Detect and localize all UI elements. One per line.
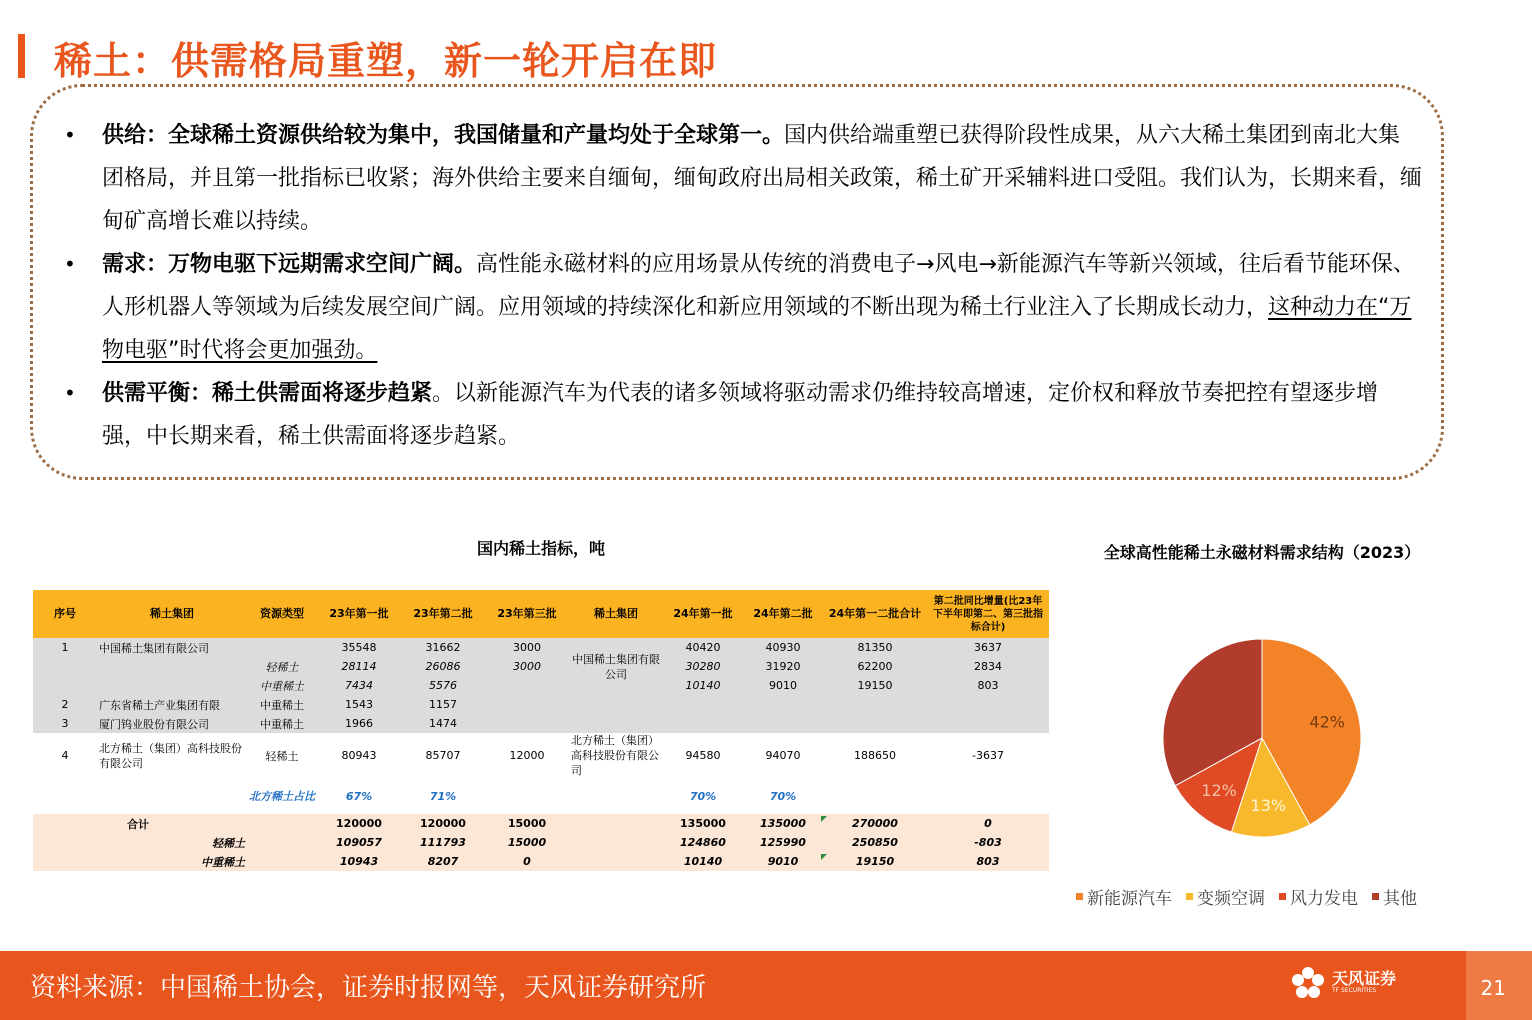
table-row [33, 714, 1049, 733]
cell-value: 31920 [743, 657, 823, 676]
cell-value: 120000 [317, 814, 401, 833]
cell-value: 12000 [485, 733, 569, 778]
header-cell: 24年第一二批合计 [823, 590, 927, 638]
cell-value: 1157 [401, 695, 485, 714]
chart-title: 全球高性能稀土永磁材料需求结构（2023） [1103, 543, 1421, 562]
cell-no: 2 [33, 695, 97, 714]
bullet-supply-heading: 供给：全球稀土资源供给较为集中，我国储量和产量均处于全球第一。 [102, 123, 785, 148]
cell-value: 94580 [663, 733, 743, 778]
cell-empty [743, 714, 823, 733]
legend-label: 新能源汽车 [1087, 889, 1172, 909]
cell-empty [247, 833, 317, 852]
cell-value: 10140 [663, 676, 743, 695]
header-cell: 23年第二批 [401, 590, 485, 638]
cell-value: 3000 [485, 657, 569, 676]
header-cell: 稀土集团 [569, 590, 663, 638]
cell-empty [569, 695, 663, 714]
cell-value: 19150 [823, 676, 927, 695]
bullet-demand [62, 243, 1422, 372]
cell-value: 62200 [823, 657, 927, 676]
cell-type: 中重稀土 [247, 676, 317, 695]
header-cell: 23年第三批 [485, 590, 569, 638]
table-row [33, 676, 1049, 695]
cell-value: 30280 [663, 657, 743, 676]
pie-data-label: 13% [1250, 796, 1287, 816]
table-row [33, 733, 1049, 778]
cell-value: 80943 [317, 733, 401, 778]
cell-value: -3637 [927, 733, 1049, 778]
legend-item [1372, 884, 1417, 909]
logo-name: 天风证券 [1332, 969, 1397, 988]
legend-item [1279, 884, 1358, 909]
quota-table [33, 590, 1049, 871]
cell-value: 71% [401, 778, 485, 814]
bullet-dot: • [64, 381, 76, 405]
table-title: 国内稀土指标，吨 [476, 539, 605, 558]
header-cell: 序号 [33, 590, 97, 638]
table-row-share [33, 778, 1049, 814]
cell-empty [927, 695, 1049, 714]
cell-group: 中国稀土集团有限公司 [97, 638, 247, 657]
cell-value: 10943 [317, 852, 401, 871]
bullet-supply [62, 114, 1422, 243]
cell-value: 1966 [317, 714, 401, 733]
cell-value: 94070 [743, 733, 823, 778]
cell-value: 40930 [743, 638, 823, 657]
cell-value: 124860 [663, 833, 743, 852]
table-header-row [33, 590, 1049, 638]
cell-value: 19150 [823, 852, 927, 871]
bullet-demand-underlined: 这种动力在“万物电驱”时代将会更加强劲。 [102, 295, 1412, 363]
cell-value: 70% [663, 778, 743, 814]
legend-swatch [1076, 893, 1083, 900]
cell-empty [823, 714, 927, 733]
header-cell: 稀土集团 [97, 590, 247, 638]
bullet-demand-heading: 需求：万物电驱下远期需求空间广阔。 [102, 252, 477, 277]
cell-empty [485, 676, 569, 695]
cell-value: 85707 [401, 733, 485, 778]
cell-value: 111793 [401, 833, 485, 852]
cell-label: 合计 [97, 814, 247, 833]
cell-empty [569, 778, 663, 814]
cell-empty [33, 814, 97, 833]
cell-value: 270000 [823, 814, 927, 833]
cell-empty [663, 695, 743, 714]
cell-value: 0 [927, 814, 1049, 833]
cell-type: 轻稀土 [247, 657, 317, 676]
legend-swatch [1372, 893, 1379, 900]
cell-value: 67% [317, 778, 401, 814]
cell-type: 中重稀土 [247, 714, 317, 733]
table-row [33, 638, 1049, 657]
cell-label: 北方稀土占比 [97, 778, 317, 814]
cell-value: -803 [927, 833, 1049, 852]
source-note: 资料来源：中国稀土协会，证券时报网等，天风证券研究所 [30, 973, 707, 1003]
cell-type: 中重稀土 [247, 695, 317, 714]
legend-label: 变频空调 [1197, 889, 1265, 909]
bullet-dot: • [64, 123, 76, 147]
cell-value: 3000 [485, 638, 569, 657]
cell-empty [97, 676, 247, 695]
bullet-supply-text: 国内供给端重塑已获得阶段性成果，从六大稀土集团到南北大集团格局，并且第一批指标已收紧；海外供给主要来自缅甸，缅甸政府出局相关政策，稀土矿开采辅料进口受阻。我们认为，长期来看，缅甸矿高增长难以持续。 [102, 123, 1423, 234]
cell-group: 厦门钨业股份有限公司 [97, 714, 247, 733]
cell-type [247, 638, 317, 657]
cell-value: 31662 [401, 638, 485, 657]
cell-value: 40420 [663, 638, 743, 657]
logo-subtitle: TF SECURITIES [1332, 987, 1377, 994]
cell-value: 2834 [927, 657, 1049, 676]
cell-empty [485, 695, 569, 714]
cell-value: 10140 [663, 852, 743, 871]
cell-empty [927, 778, 1049, 814]
cell-value: 250850 [823, 833, 927, 852]
cell-empty [485, 778, 569, 814]
cell-group-24: 北方稀土（集团）高科技股份有限公司 [569, 733, 663, 778]
cell-comment-marker [821, 816, 827, 822]
legend-item [1186, 884, 1265, 909]
cell-empty [569, 852, 663, 871]
cell-no: 4 [33, 733, 97, 778]
header-cell: 资源类型 [247, 590, 317, 638]
cell-empty [247, 852, 317, 871]
table-row-total [33, 814, 1049, 833]
pie-chart [1130, 606, 1394, 870]
cell-value: 135000 [743, 814, 823, 833]
cell-value: 70% [743, 778, 823, 814]
table-row-total-heavy [33, 852, 1049, 871]
cell-value: 9010 [743, 676, 823, 695]
cell-value: 803 [927, 852, 1049, 871]
title-accent-bar [18, 34, 25, 78]
cell-value: 803 [927, 676, 1049, 695]
cell-group: 北方稀土（集团）高科技股份有限公司 [97, 733, 247, 778]
bullet-demand-text: 高性能永磁材料的应用场景从传统的消费电子→风电→新能源汽车等新兴领域，往后看节能环保、人形机器人等领域为后续发展空间广阔。应用领域的持续深化和新应用领域的不断出现为稀土行业注入了长期成长动力， [102, 252, 1415, 320]
cell-value: 109057 [317, 833, 401, 852]
chart-legend [1076, 884, 1417, 909]
cell-value: 26086 [401, 657, 485, 676]
table-row-total-light [33, 833, 1049, 852]
legend-label: 其他 [1383, 889, 1417, 909]
cell-value: 35548 [317, 638, 401, 657]
company-logo [1290, 965, 1396, 1001]
cell-value: 28114 [317, 657, 401, 676]
bullet-balance [62, 372, 1422, 458]
legend-swatch [1186, 893, 1193, 900]
cell-value: 81350 [823, 638, 927, 657]
pie-data-label: 42% [1309, 712, 1345, 732]
cell-empty [485, 714, 569, 733]
legend-swatch [1279, 893, 1286, 900]
header-cell: 24年第一批 [663, 590, 743, 638]
cell-label: 轻稀土 [97, 833, 247, 852]
header-cell: 24年第二批 [743, 590, 823, 638]
cell-value: 5576 [401, 676, 485, 695]
cell-empty [823, 695, 927, 714]
pie-data-label: 12% [1201, 780, 1237, 800]
cell-type: 轻稀土 [247, 733, 317, 778]
cell-value: 0 [485, 852, 569, 871]
bullet-balance-heading: 供需平衡：稀土供需面将逐步趋紧 [102, 381, 433, 406]
cell-empty [97, 657, 247, 676]
cell-group-24: 中国稀土集团有限公司 [569, 638, 663, 695]
cell-label: 中重稀土 [97, 852, 247, 871]
table-row [33, 695, 1049, 714]
header-cell: 第二批同比增量(比23年下半年即第二、第三批指标合计) [927, 590, 1049, 638]
cell-value: 120000 [401, 814, 485, 833]
legend-item [1076, 884, 1172, 909]
cell-value: 188650 [823, 733, 927, 778]
cell-group: 广东省稀土产业集团有限 [97, 695, 247, 714]
cell-empty [927, 714, 1049, 733]
cell-empty [569, 814, 663, 833]
bullet-dot: • [64, 252, 76, 276]
cell-value: 3637 [927, 638, 1049, 657]
cell-empty [33, 676, 97, 695]
table-row [33, 657, 1049, 676]
cell-empty [569, 714, 663, 733]
page-title: 稀土：供需格局重塑，新一轮开启在即 [54, 39, 718, 83]
cell-no: 3 [33, 714, 97, 733]
cell-value: 7434 [317, 676, 401, 695]
page-number: 21 [1480, 976, 1506, 1000]
cell-value: 15000 [485, 814, 569, 833]
cell-value: 125990 [743, 833, 823, 852]
header-cell: 23年第一批 [317, 590, 401, 638]
cell-value: 1543 [317, 695, 401, 714]
cell-empty [33, 833, 97, 852]
cell-empty [33, 657, 97, 676]
bullet-balance-text: 。以新能源汽车为代表的诸多领域将驱动需求仍维持较高增速，定价权和释放节奏把控有望逐步增强，中长期来看，稀土供需面将逐步趋紧。 [102, 381, 1379, 449]
cell-empty [33, 852, 97, 871]
cell-empty [823, 778, 927, 814]
cell-value: 15000 [485, 833, 569, 852]
legend-label: 风力发电 [1290, 889, 1358, 909]
cell-empty [743, 695, 823, 714]
cell-value: 8207 [401, 852, 485, 871]
cell-comment-marker [821, 854, 827, 860]
cell-value: 1474 [401, 714, 485, 733]
cell-no: 1 [33, 638, 97, 657]
cell-empty [247, 814, 317, 833]
cell-empty [33, 778, 97, 814]
flower-logo-icon [1290, 965, 1326, 1001]
cell-value: 9010 [743, 852, 823, 871]
cell-empty [569, 833, 663, 852]
bullet-list [62, 114, 1422, 458]
cell-value: 135000 [663, 814, 743, 833]
cell-empty [663, 714, 743, 733]
